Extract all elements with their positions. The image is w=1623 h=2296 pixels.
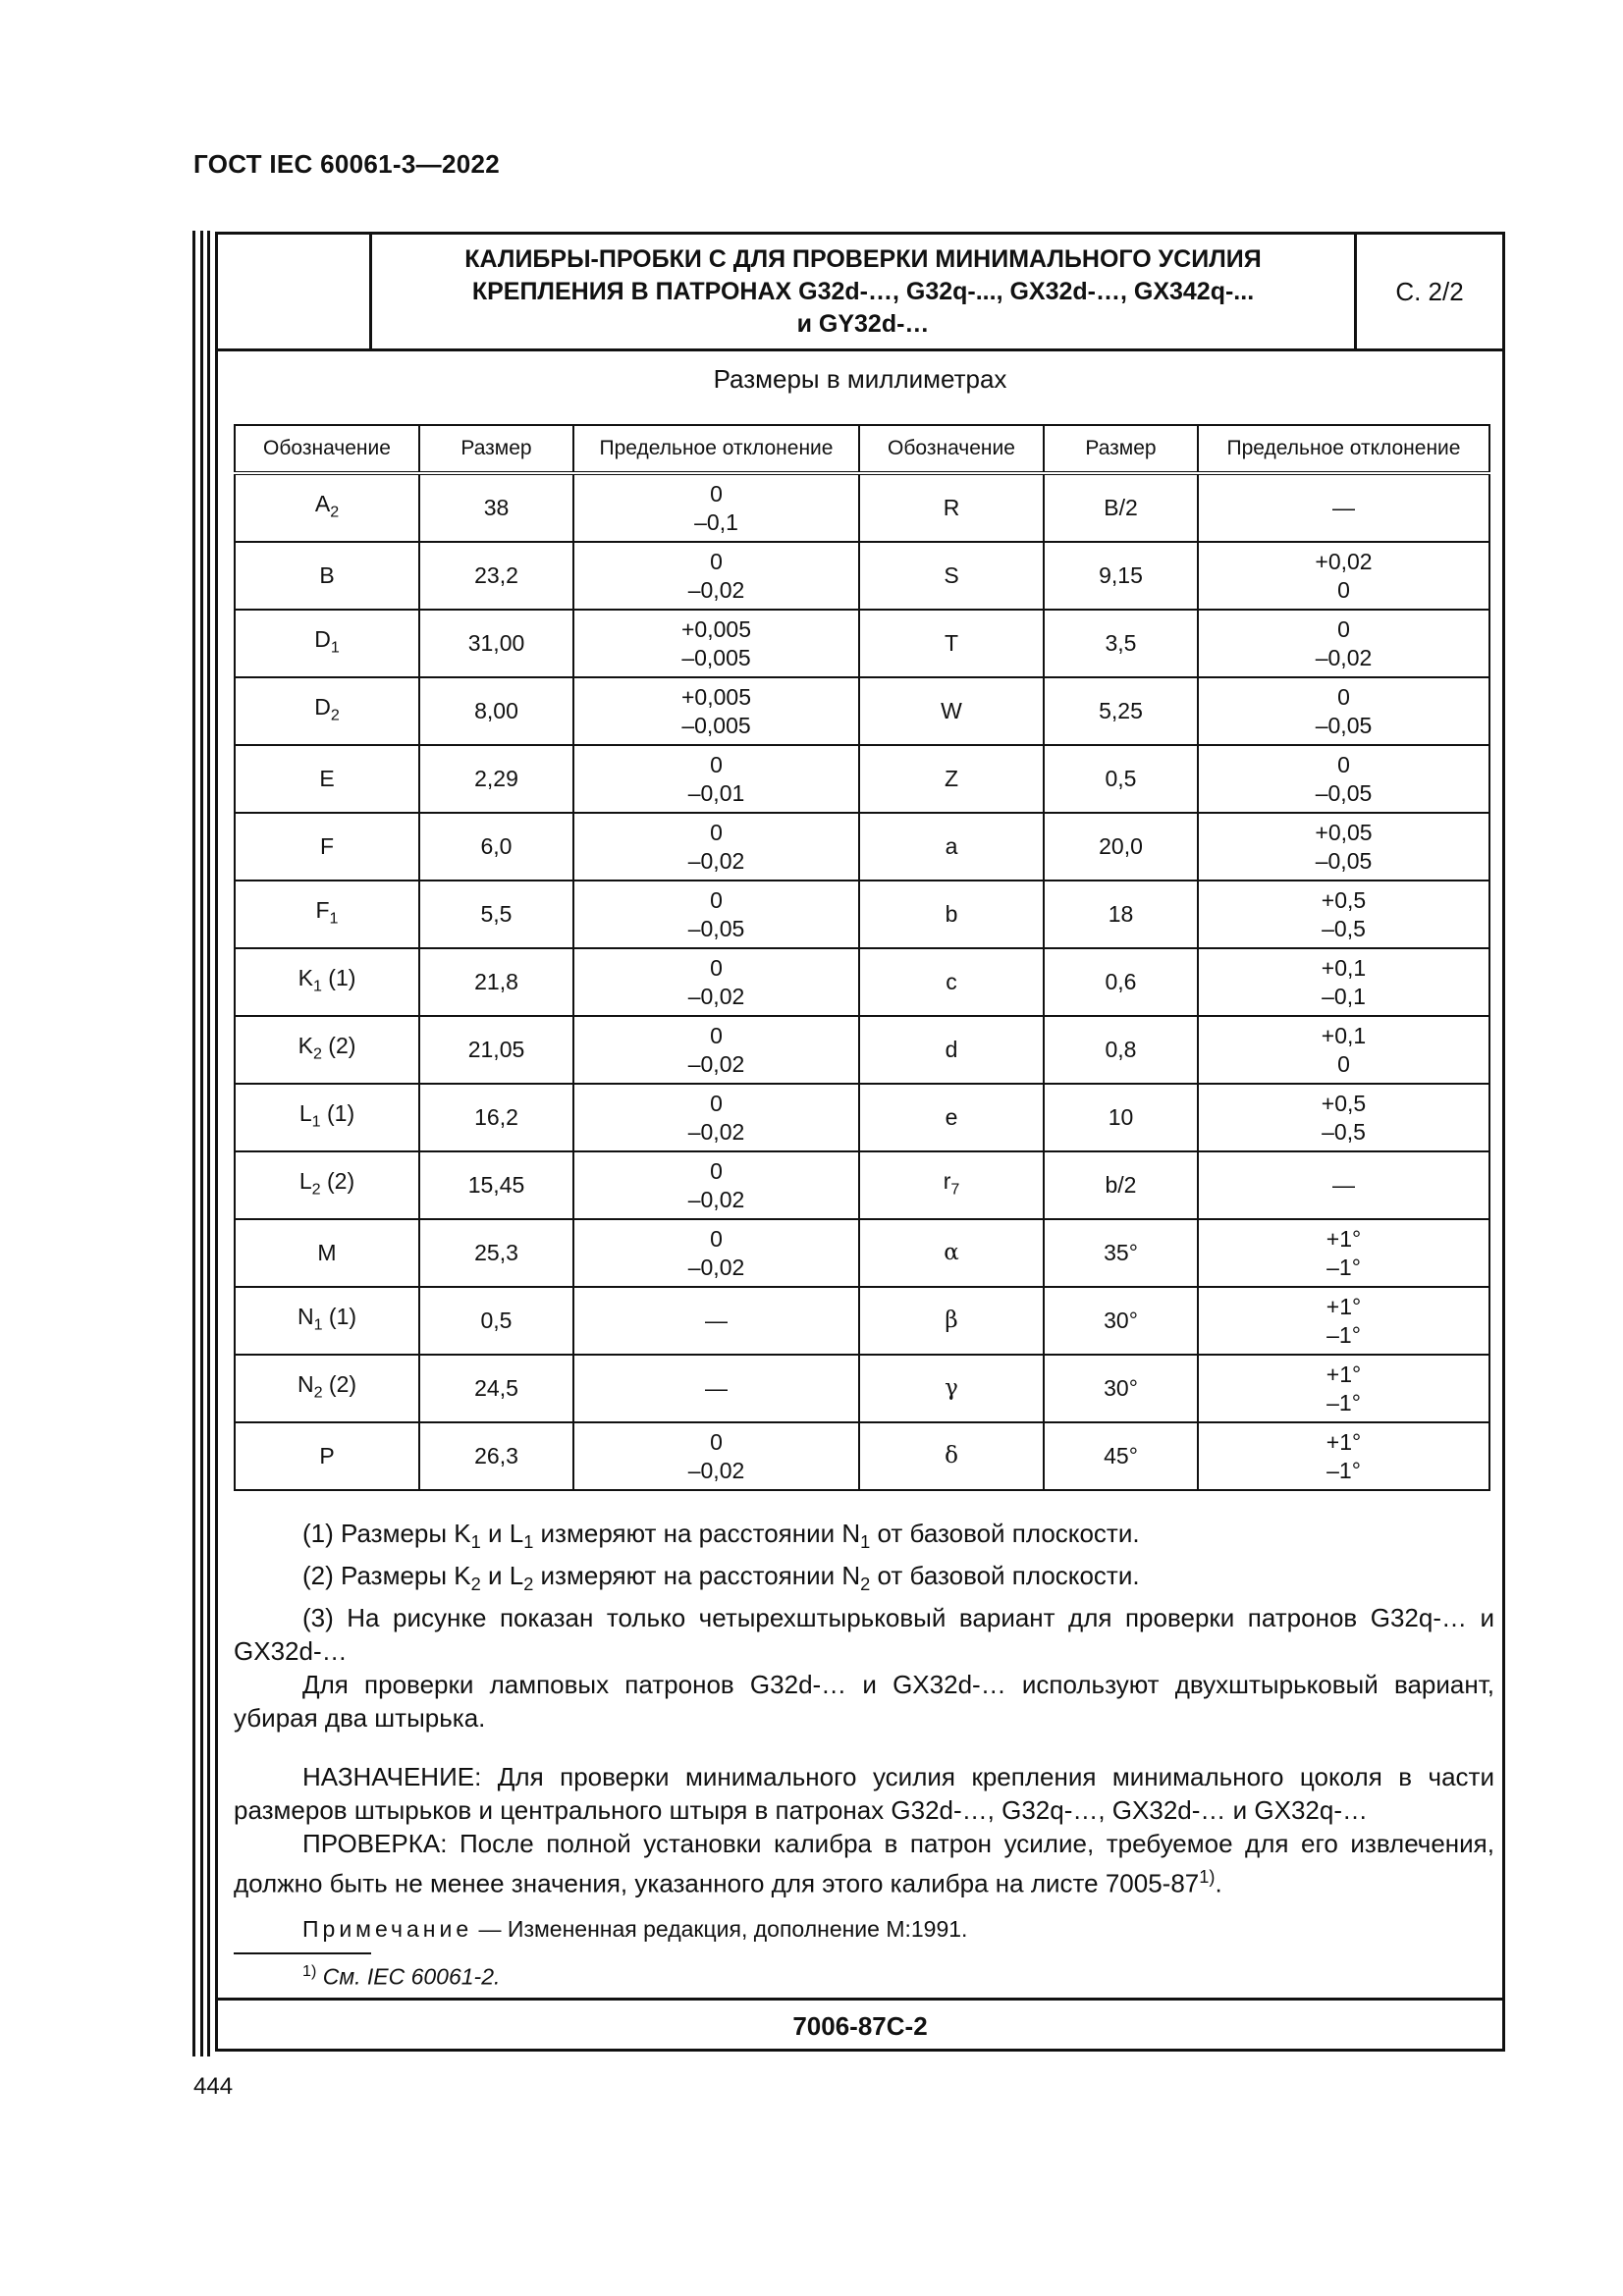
designation-cell: S [859, 542, 1044, 610]
designation-cell: F [235, 813, 419, 881]
designation-cell: δ [859, 1422, 1044, 1490]
purpose-text: НАЗНАЧЕНИЕ: Для проверки минимального усилия крепления минимального цоколя в части размеров штырьков и центрального штыря в патронах G32d-…, G32q-…, GX32d-… и GX32q-… [234, 1762, 1494, 1826]
tolerance-cell: +0,005 –0,005 [573, 677, 859, 745]
designation-cell: d [859, 1016, 1044, 1084]
table-row [235, 1151, 1489, 1219]
tolerance-cell: +0,5 –0,5 [1198, 881, 1489, 948]
size-cell: 21,8 [419, 948, 573, 1016]
size-cell: 30° [1044, 1355, 1198, 1422]
title-line: КАЛИБРЫ-ПРОБКИ С ДЛЯ ПРОВЕРКИ МИНИМАЛЬНОГО УСИЛИЯ [464, 244, 1262, 273]
tolerance-cell: 0 –0,02 [573, 1422, 859, 1490]
tolerance-cell: +0,1 0 [1198, 1016, 1489, 1084]
size-cell: B/2 [1044, 473, 1198, 542]
designation-cell: B [235, 542, 419, 610]
size-cell: 23,2 [419, 542, 573, 610]
table-body [235, 473, 1489, 1490]
tolerance-cell: 0 –0,05 [1198, 745, 1489, 813]
notes-block [234, 1517, 1494, 1946]
sheet-number: С. 2/2 [1354, 235, 1502, 348]
size-cell: 25,3 [419, 1219, 573, 1287]
tolerance-cell: 0 –0,02 [1198, 610, 1489, 677]
designation-cell: b [859, 881, 1044, 948]
header-size: Размер [419, 425, 573, 473]
size-cell: 10 [1044, 1084, 1198, 1151]
title-block [218, 235, 1502, 351]
designation-cell: $L_2$ (2) [235, 1151, 419, 1219]
tolerance-cell: 0 –0,02 [573, 1016, 859, 1084]
size-cell: 5,5 [419, 881, 573, 948]
table-row [235, 881, 1489, 948]
size-cell: 0,5 [1044, 745, 1198, 813]
table-row [235, 1219, 1489, 1287]
footnote: $^{1)}$ См. IEC 60061-2. [302, 1962, 501, 1990]
note-2: (2) Размеры $K_2$ и $L_2$ измеряют на расстоянии $N_2$ от базовой плоскости. [302, 1561, 1140, 1595]
tolerance-cell: 0 –0,05 [1198, 677, 1489, 745]
tolerance-cell: +1° –1° [1198, 1287, 1489, 1355]
check-text: ПРОВЕРКА: После полной установки калибра в патрон усилие, требуемое для его извлечения, должно быть не менее значения, указанного для этого калибра на листе 7005-87$^{1)}$. [234, 1829, 1494, 1899]
size-cell: 31,00 [419, 610, 573, 677]
header-size: Размер [1044, 425, 1198, 473]
designation-cell: E [235, 745, 419, 813]
size-cell: 16,2 [419, 1084, 573, 1151]
designation-cell: γ [859, 1355, 1044, 1422]
size-cell: 9,15 [1044, 542, 1198, 610]
designation-cell: $D_2$ [235, 677, 419, 745]
tolerance-cell: 0 –0,02 [573, 1084, 859, 1151]
size-cell: 2,29 [419, 745, 573, 813]
sheet-code: 7006-87C-2 [218, 1998, 1502, 2052]
designation-cell: β [859, 1287, 1044, 1355]
designation-cell: $K_2$ (2) [235, 1016, 419, 1084]
tolerance-cell: — [1198, 1151, 1489, 1219]
sheet-title [372, 235, 1354, 348]
tolerance-cell: 0 –0,02 [573, 542, 859, 610]
title-left-cell [218, 235, 372, 348]
size-cell: 5,25 [1044, 677, 1198, 745]
tolerance-cell: +1° –1° [1198, 1219, 1489, 1287]
designation-cell: c [859, 948, 1044, 1016]
size-cell: 15,45 [419, 1151, 573, 1219]
header-tolerance: Предельное отклонение [573, 425, 859, 473]
tolerance-cell: +0,02 0 [1198, 542, 1489, 610]
sheet-frame [215, 232, 1505, 2052]
size-cell: 21,05 [419, 1016, 573, 1084]
designation-cell: $r_7$ [859, 1151, 1044, 1219]
tolerance-cell: +1° –1° [1198, 1355, 1489, 1422]
table-row [235, 1016, 1489, 1084]
designation-cell: $N_2$ (2) [235, 1355, 419, 1422]
title-line: КРЕПЛЕНИЯ В ПАТРОНАХ G32d-…, G32q-..., GX32d-…, GX342q-... [471, 277, 1255, 305]
tolerance-cell: 0 –0,02 [573, 1151, 859, 1219]
designation-cell: $D_1$ [235, 610, 419, 677]
margin-rule [200, 231, 203, 2056]
size-cell: 0,6 [1044, 948, 1198, 1016]
designation-cell: W [859, 677, 1044, 745]
tolerance-cell: +0,5 –0,5 [1198, 1084, 1489, 1151]
tolerance-cell: — [573, 1287, 859, 1355]
tolerance-cell: 0 –0,02 [573, 1219, 859, 1287]
size-cell: 3,5 [1044, 610, 1198, 677]
table-row [235, 948, 1489, 1016]
units-caption: Размеры в миллиметрах [713, 364, 1007, 394]
document-header: ГОСТ IEC 60061-3—2022 [193, 149, 500, 179]
tolerance-cell: 0 –0,02 [573, 813, 859, 881]
header-tolerance: Предельное отклонение [1198, 425, 1489, 473]
header-designation: Обозначение [235, 425, 419, 473]
table-row [235, 610, 1489, 677]
size-cell: b/2 [1044, 1151, 1198, 1219]
table-row [235, 745, 1489, 813]
table-header-row [235, 425, 1489, 473]
margin-rule [192, 231, 195, 2056]
note-3: (3) На рисунке показан только четырехштырьковый вариант для проверки патронов G32q-… и GX32d-… [234, 1603, 1494, 1667]
tolerance-cell: +0,05 –0,05 [1198, 813, 1489, 881]
note-4: Для проверки ламповых патронов G32d-… и GX32d-… используют двухштырьковый вариант, убирая два штырька. [234, 1670, 1494, 1734]
table-row [235, 1355, 1489, 1422]
table-row [235, 1084, 1489, 1151]
designation-cell: $A_2$ [235, 473, 419, 542]
edition-note: Примечание — Измененная редакция, дополнение М:1991. [302, 1916, 968, 1943]
tolerance-cell: 0 –0,01 [573, 745, 859, 813]
tolerance-cell: +0,005 –0,005 [573, 610, 859, 677]
designation-cell: Z [859, 745, 1044, 813]
tolerance-cell: — [573, 1355, 859, 1422]
table-row [235, 677, 1489, 745]
note-1: (1) Размеры $K_1$ и $L_1$ измеряют на расстоянии $N_1$ от базовой плоскости. [302, 1519, 1140, 1553]
designation-cell: P [235, 1422, 419, 1490]
size-cell: 35° [1044, 1219, 1198, 1287]
margin-rule [207, 231, 210, 2056]
dimensions-table [234, 424, 1490, 1491]
size-cell: 45° [1044, 1422, 1198, 1490]
size-cell: 26,3 [419, 1422, 573, 1490]
tolerance-cell: — [1198, 473, 1489, 542]
designation-cell: $N_1$ (1) [235, 1287, 419, 1355]
tolerance-cell: +0,1 –0,1 [1198, 948, 1489, 1016]
size-cell: 0,8 [1044, 1016, 1198, 1084]
designation-cell: T [859, 610, 1044, 677]
page-number: 444 [193, 2073, 234, 2100]
designation-cell: e [859, 1084, 1044, 1151]
designation-cell: R [859, 473, 1044, 542]
size-cell: 24,5 [419, 1355, 573, 1422]
tolerance-cell: 0 –0,1 [573, 473, 859, 542]
size-cell: 18 [1044, 881, 1198, 948]
designation-cell: a [859, 813, 1044, 881]
title-line: и GY32d-… [796, 309, 930, 338]
designation-cell: $F_1$ [235, 881, 419, 948]
table-row [235, 813, 1489, 881]
table-row [235, 1422, 1489, 1490]
size-cell: 30° [1044, 1287, 1198, 1355]
tolerance-cell: 0 –0,02 [573, 948, 859, 1016]
designation-cell: M [235, 1219, 419, 1287]
header-designation: Обозначение [859, 425, 1044, 473]
size-cell: 0,5 [419, 1287, 573, 1355]
size-cell: 38 [419, 473, 573, 542]
designation-cell: α [859, 1219, 1044, 1287]
tolerance-cell: +1° –1° [1198, 1422, 1489, 1490]
designation-cell: $L_1$ (1) [235, 1084, 419, 1151]
table-row [235, 542, 1489, 610]
table-row [235, 1287, 1489, 1355]
footnote-rule [234, 1952, 371, 1954]
size-cell: 6,0 [419, 813, 573, 881]
size-cell: 20,0 [1044, 813, 1198, 881]
tolerance-cell: 0 –0,05 [573, 881, 859, 948]
size-cell: 8,00 [419, 677, 573, 745]
table-row [235, 473, 1489, 542]
designation-cell: $K_1$ (1) [235, 948, 419, 1016]
